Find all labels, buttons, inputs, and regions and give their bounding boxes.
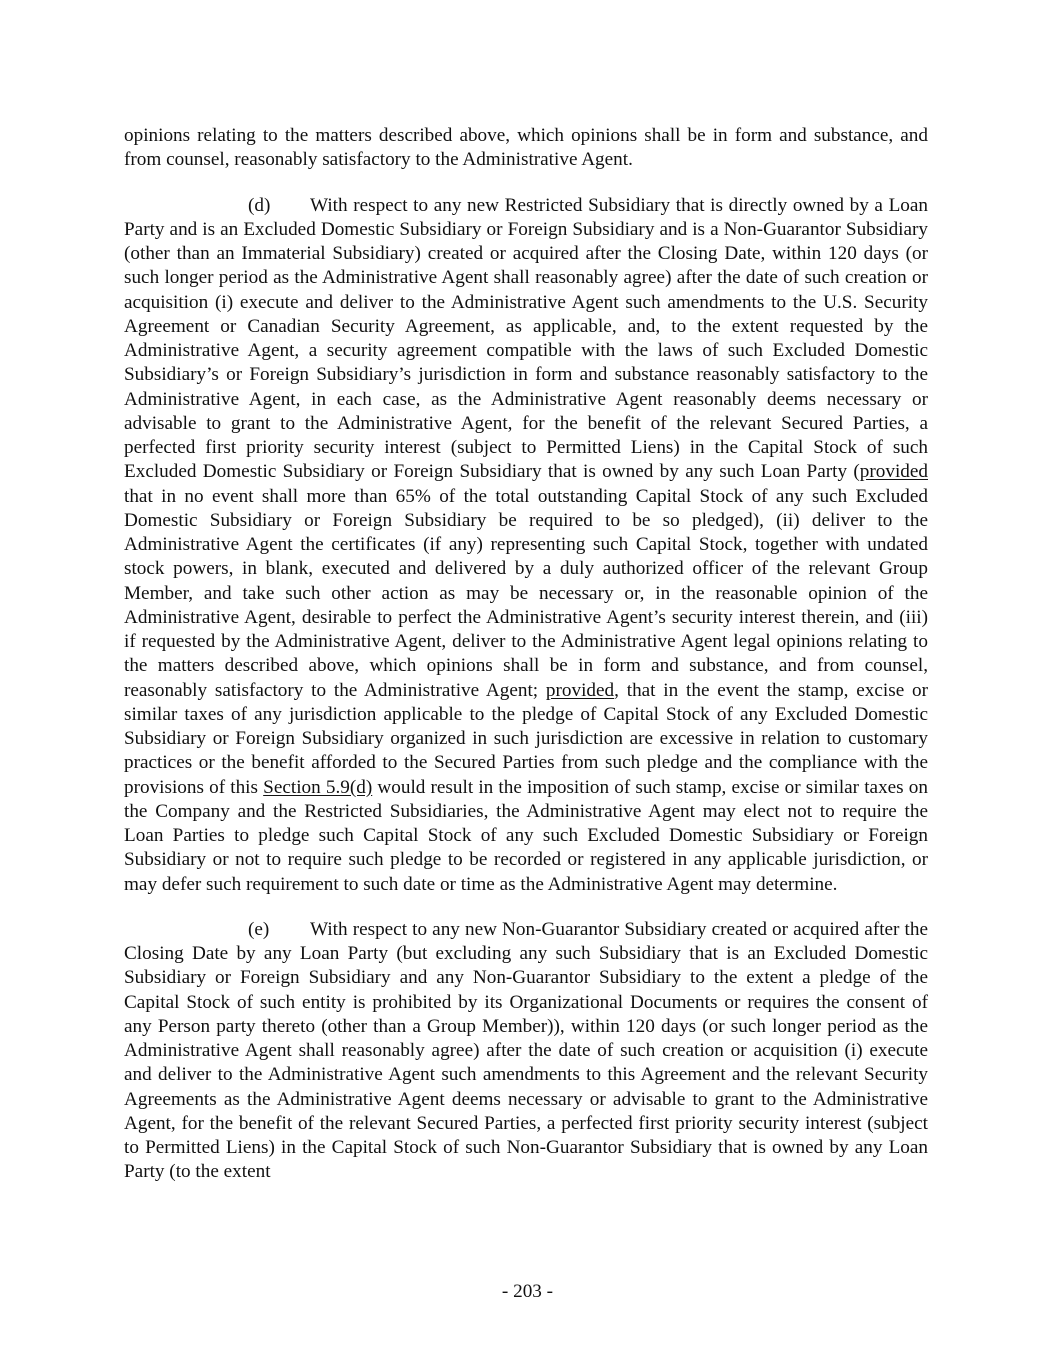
text-run: that in no event shall more than 65% of the total outstanding Capital Stock of any such Excluded Domestic Subsidiary or Foreign Subsidiary be required to be so pledged), (ii) deliver to the Administrative Agent the certificates (if any) representing such Capital Stock, together with undated stock powers, in blank, executed and delivered by a duly authorized officer of the relevant Group Member, and take such other action as may be necessary or, in the reasonable opinion of the Administrative Agent, desirable to perfect the Administrative Agent’s security interest therein, and (iii) if requested by the Administrative Agent, deliver to the Administrative Agent legal opinions relating to the matters described above, which opinions shall be in form and substance, and from counsel, reasonably satisfactory to the Administrative Agent; bbox=[124, 485, 928, 701]
paragraph-d-body bbox=[124, 195, 928, 895]
text-run: would result in the imposition of such stamp, excise or similar taxes on the Company and the Restricted Subsidiaries, the Administrative Agent may elect not to require the Loan Parties to pledge such Capital Stock of any such Excluded Domestic Subsidiary or Foreign Subsidiary or not to require such pledge to be recorded or registered in any applicable jurisdiction, or may defer such requirement to such date or time as the Administrative Agent may determine. bbox=[124, 776, 928, 895]
paragraph-e-body bbox=[124, 919, 928, 1183]
paragraph-e bbox=[124, 918, 928, 1185]
page-number: - 203 - bbox=[501, 1281, 554, 1302]
text-run: With respect to any new Restricted Subsidiary that is directly owned by a Loan Party and is an Excluded Domestic Subsidiary or Foreign Subsidiary and is a Non-Guarantor Subsidiary (other than an Immaterial Subsidiary) created or acquired after the Closing Date, within 120 days (or such longer period as the Administrative Agent shall reasonably agree) after the date of such creation or acquisition (i) execute and deliver to the Administrative Agent such amendments to the U.S. Security Agreement or Canadian Security Agreement, as applicable, and, to the extent requested by the Administrative Agent, a security agreement compatible with the laws of such Excluded Domestic Subsidiary’s or Foreign Subsidiary’s jurisdiction in form and substance reasonably satisfactory to the Administrative Agent, in each case, as the Administrative Agent reasonably deems necessary or advisable to grant to the Administrative Agent, for the benefit of the relevant Secured Parties, a perfected first priority security interest (subject to Permitted Liens) in the Capital Stock of such Excluded Domestic Subsidiary or Foreign Subsidiary that is owned by any such Loan Party ( bbox=[124, 194, 928, 483]
text-run: , that in the event the stamp, excise or similar taxes of any jurisdiction applicable to the pledge of Capital Stock of any Excluded Domestic Subsidiary or Foreign Subsidiary organized in such jurisdiction are excessive in relation to customary practices or the benefit afforded to the Secured Parties from such pledge and the compliance with the provisions of this bbox=[124, 679, 928, 798]
paragraph-continuation: opinions relating to the matters described above, which opinions shall be in form and substance, and from counsel, reasonably satisfactory to the Administrative Agent. bbox=[124, 125, 928, 171]
paragraph-d bbox=[124, 194, 928, 897]
paragraph-d-label: (d) bbox=[248, 194, 271, 216]
document-page bbox=[124, 124, 928, 1185]
text-run: With respect to any new Non-Guarantor Subsidiary created or acquired after the Closing Date by any Loan Party (but excluding any such Subsidiary that is an Excluded Domestic Subsidiary or Foreign Subsidiary and any Non-Guarantor Subsidiary to the extent a pledge of the Capital Stock of such entity is prohibited by its Organizational Documents or requires the consent of any Person party thereto (other than a Group Member)), within 120 days (or such longer period as the Administrative Agent shall reasonably agree) after the date of such creation or acquisition (i) execute and deliver to the Administrative Agent such amendments to this Agreement and the relevant Security Agreements as the Administrative Agent deems necessary or advisable to grant to the Administrative Agent, for the benefit of the relevant Secured Parties, a perfected first priority security interest (subject to Permitted Liens) in the Capital Stock of such Non-Guarantor Subsidiary that is owned by any Loan Party (to the extent bbox=[124, 918, 928, 1183]
underlined-term: provided bbox=[859, 461, 928, 483]
underlined-term: provided bbox=[545, 679, 615, 701]
underlined-term: Section 5.9(d) bbox=[263, 776, 373, 798]
paragraph-e-label: (e) bbox=[248, 918, 270, 940]
